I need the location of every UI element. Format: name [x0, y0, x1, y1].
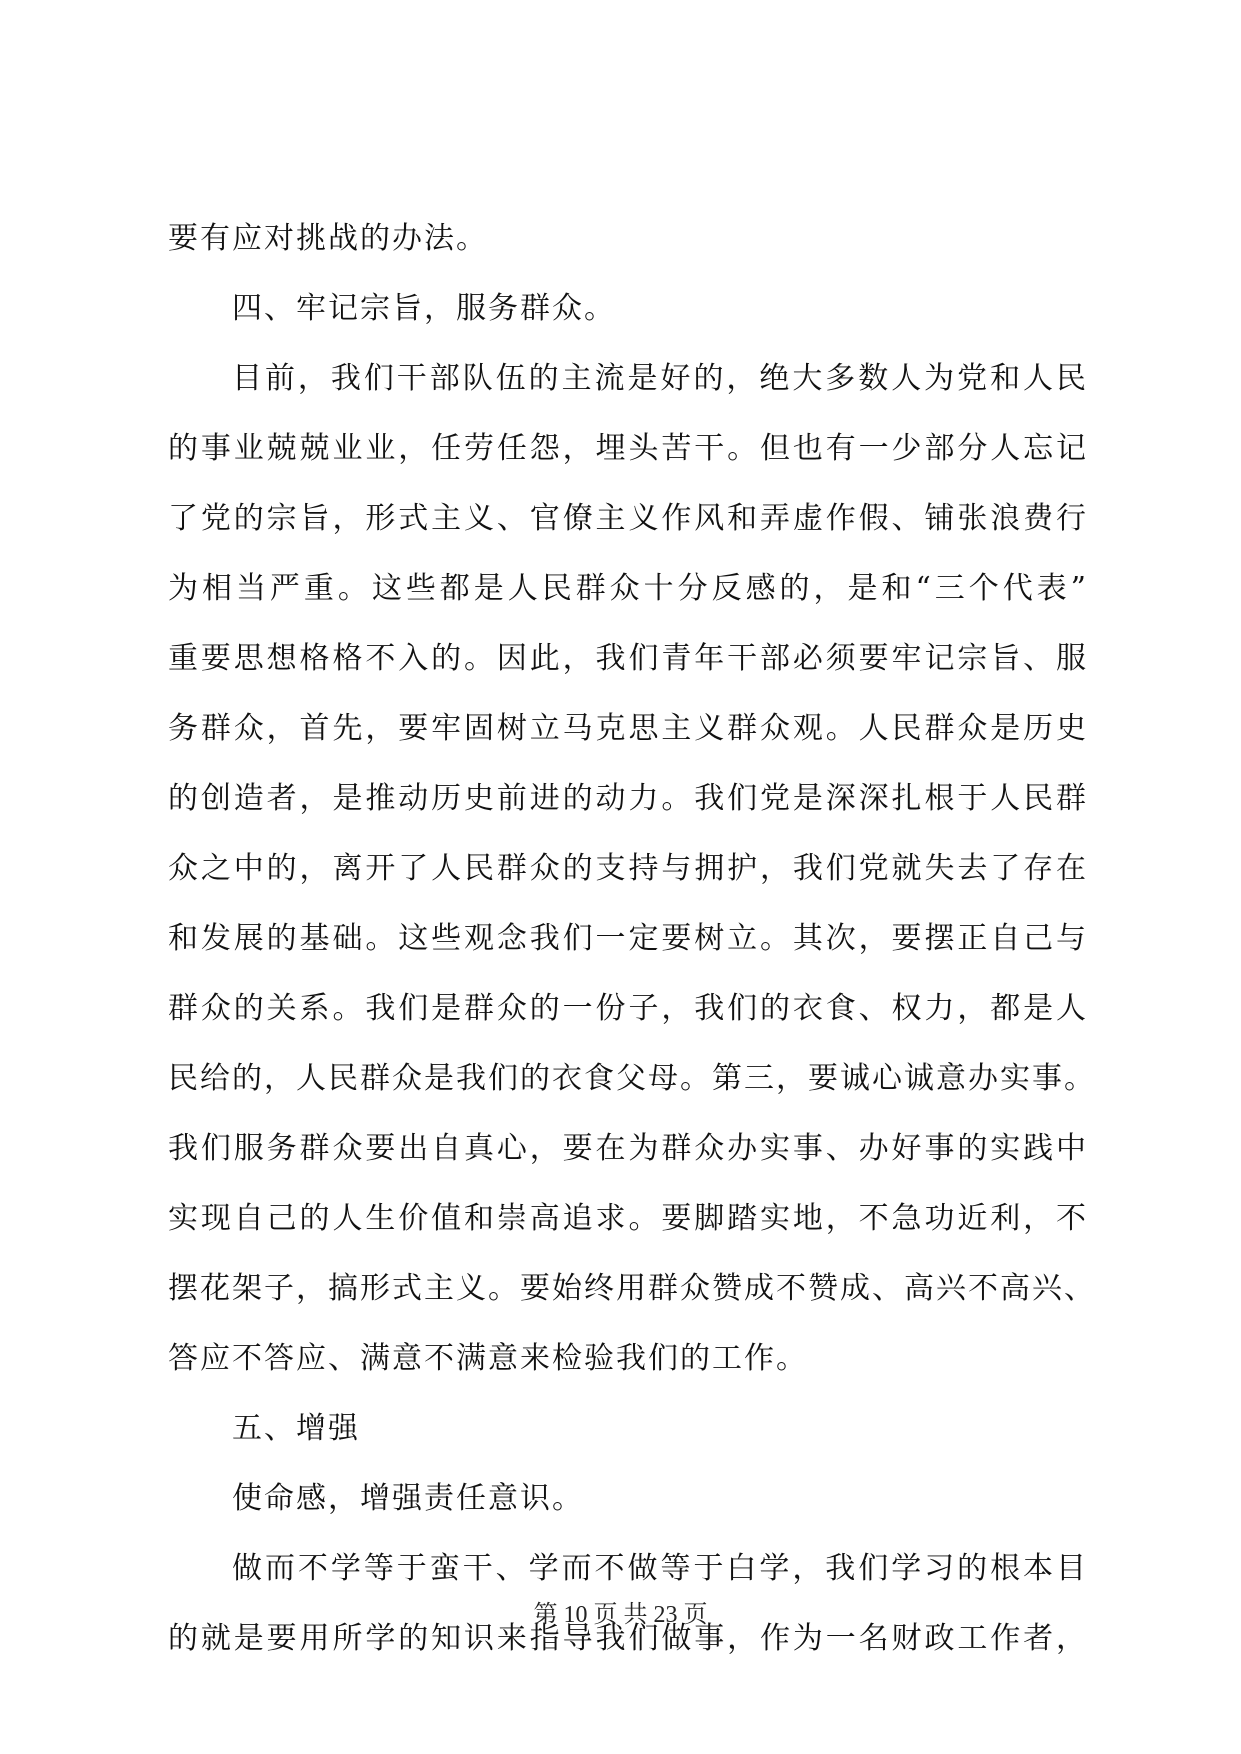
text-line: 要有应对挑战的办法。 [168, 221, 488, 256]
text-line: 重要思想格格不入的。因此，我们青年干部必须要牢记宗旨、服 [168, 641, 1088, 676]
text-line: 五、增强 [232, 1411, 360, 1446]
document-body [168, 204, 1096, 1674]
text-line: 实现自己的人生价值和崇高追求。要脚踏实地，不急功近利，不 [168, 1201, 1088, 1236]
text-line: 的就是要用所学的知识来指导我们做事，作为一名财政工作者， [168, 1621, 1088, 1656]
text-line: 答应不答应、满意不满意来检验我们的工作。 [168, 1341, 808, 1376]
text-line: 摆花架子，搞形式主义。要始终用群众赞成不赞成、高兴不高兴、 [168, 1271, 1096, 1306]
text-line: 四、牢记宗旨，服务群众。 [232, 291, 616, 326]
text-line: 做而不学等于蛮干、学而不做等于白学，我们学习的根本目 [232, 1551, 1088, 1586]
text-line: 的事业兢兢业业，任劳任怨，埋头苦干。但也有一少部分人忘记 [168, 431, 1088, 466]
text-line: 目前，我们干部队伍的主流是好的，绝大多数人为党和人民 [232, 361, 1088, 396]
text-line: 的创造者，是推动历史前进的动力。我们党是深深扎根于人民群 [168, 781, 1088, 816]
page-number-footer: 第 10 页 共 23 页 [533, 1602, 708, 1628]
text-line: 为相当严重。这些都是人民群众十分反感的，是和“三个代表” [168, 571, 1088, 606]
text-line: 使命感，增强责任意识。 [232, 1481, 584, 1516]
text-line: 众之中的，离开了人民群众的支持与拥护，我们党就失去了存在 [168, 851, 1088, 886]
text-line: 群众的关系。我们是群众的一份子，我们的衣食、权力，都是人 [168, 991, 1088, 1026]
text-line: 务群众，首先，要牢固树立马克思主义群众观。人民群众是历史 [168, 711, 1088, 746]
text-line: 和发展的基础。这些观念我们一定要树立。其次，要摆正自己与 [168, 921, 1088, 956]
text-line: 我们服务群众要出自真心，要在为群众办实事、办好事的实践中 [168, 1131, 1088, 1166]
text-line: 民给的，人民群众是我们的衣食父母。第三，要诚心诚意办实事。 [168, 1061, 1096, 1096]
text-line: 了党的宗旨，形式主义、官僚主义作风和弄虚作假、铺张浪费行 [168, 501, 1088, 536]
